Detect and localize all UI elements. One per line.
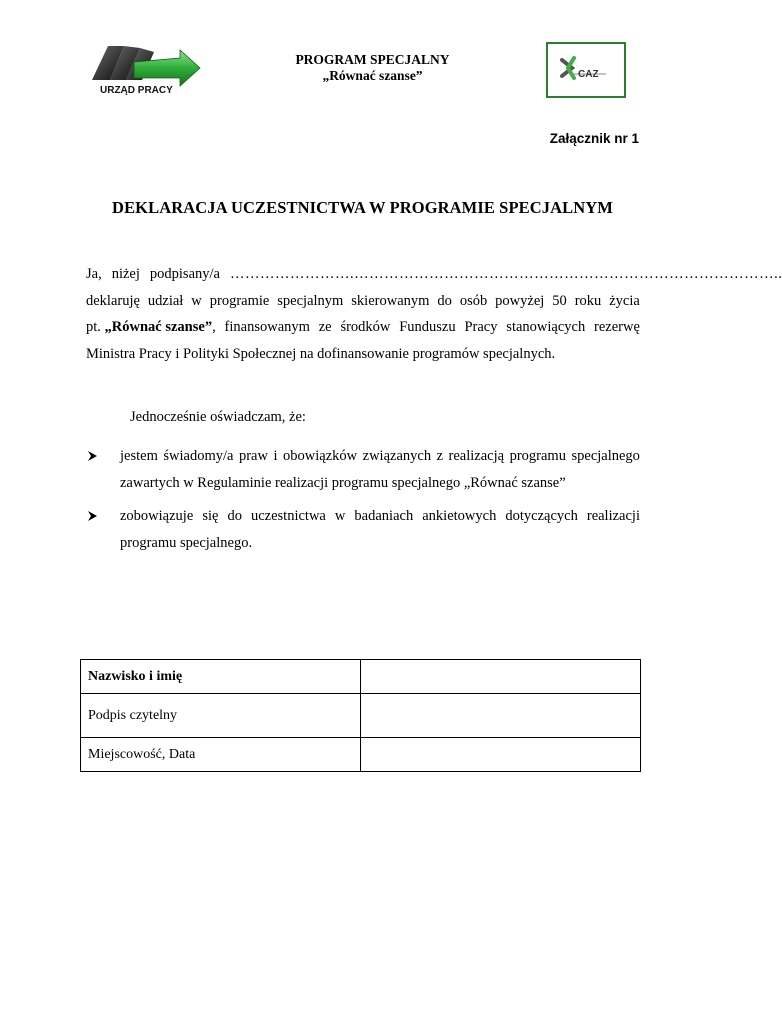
bullet-item: zobowiązuje się do uczestnictwa w badaniach ankietowych dotyczących realizacji programu specjalnego.: [86, 503, 640, 559]
name-dotted-field: …………………….…………………………………………………………………………..: [229, 266, 782, 282]
table-row: [81, 660, 641, 694]
bullet-item: jestem świadomy/a praw i obowiązków związanych z realizacją programu specjalnego zawartych w Regulaminie realizacji programu specjalnego „Równać szanse”: [86, 443, 640, 499]
program-header: [200, 52, 545, 84]
table-row: [81, 694, 641, 738]
signature-label: Podpis czytelny: [81, 694, 361, 738]
place-date-field[interactable]: [361, 738, 641, 772]
paragraph-line-2: deklaruję udział w programie specjalnym skierowanym do osób powyżej 50 roku życia: [86, 292, 640, 309]
urzad-pracy-logo: [88, 40, 204, 100]
logo-right-text: CAZ: [578, 69, 599, 80]
paragraph-line-4: Ministra Pracy i Polityki Społecznej na dofinansowanie programów specjalnych.: [86, 345, 556, 362]
logo-left-text: URZĄD PRACY: [100, 85, 173, 96]
name-line: Ja, niżej podpisany/a …………………….…………………………………………………………………………..: [86, 261, 640, 288]
program-name-bold: „Równać szanse”: [104, 319, 213, 335]
caz-logo: [546, 42, 626, 98]
declaration-paragraph: [86, 261, 782, 367]
signature-table: [80, 659, 641, 772]
paragraph-line-3: pt. „Równać szanse”, finansowanym ze środków Funduszu Pracy stanowiących rezerwę: [86, 319, 640, 335]
arrow-bullet-icon: [86, 503, 100, 529]
surname-name-field[interactable]: [361, 660, 641, 694]
place-date-label: Miejscowość, Data: [81, 738, 361, 772]
table-row: [81, 738, 641, 772]
annex-label: Załącznik nr 1: [549, 131, 639, 146]
arrow-bullet-icon: [86, 443, 100, 469]
signature-field[interactable]: [361, 694, 641, 738]
intro-statement: Jednocześnie oświadczam, że:: [130, 409, 306, 425]
document-title: DEKLARACJA UCZESTNICTWA W PROGRAMIE SPECJALNYM: [112, 198, 613, 217]
program-name: „Równać szanse”: [322, 68, 423, 83]
surname-name-label: Nazwisko i imię: [81, 660, 361, 694]
program-title: PROGRAM SPECJALNY: [295, 52, 450, 67]
